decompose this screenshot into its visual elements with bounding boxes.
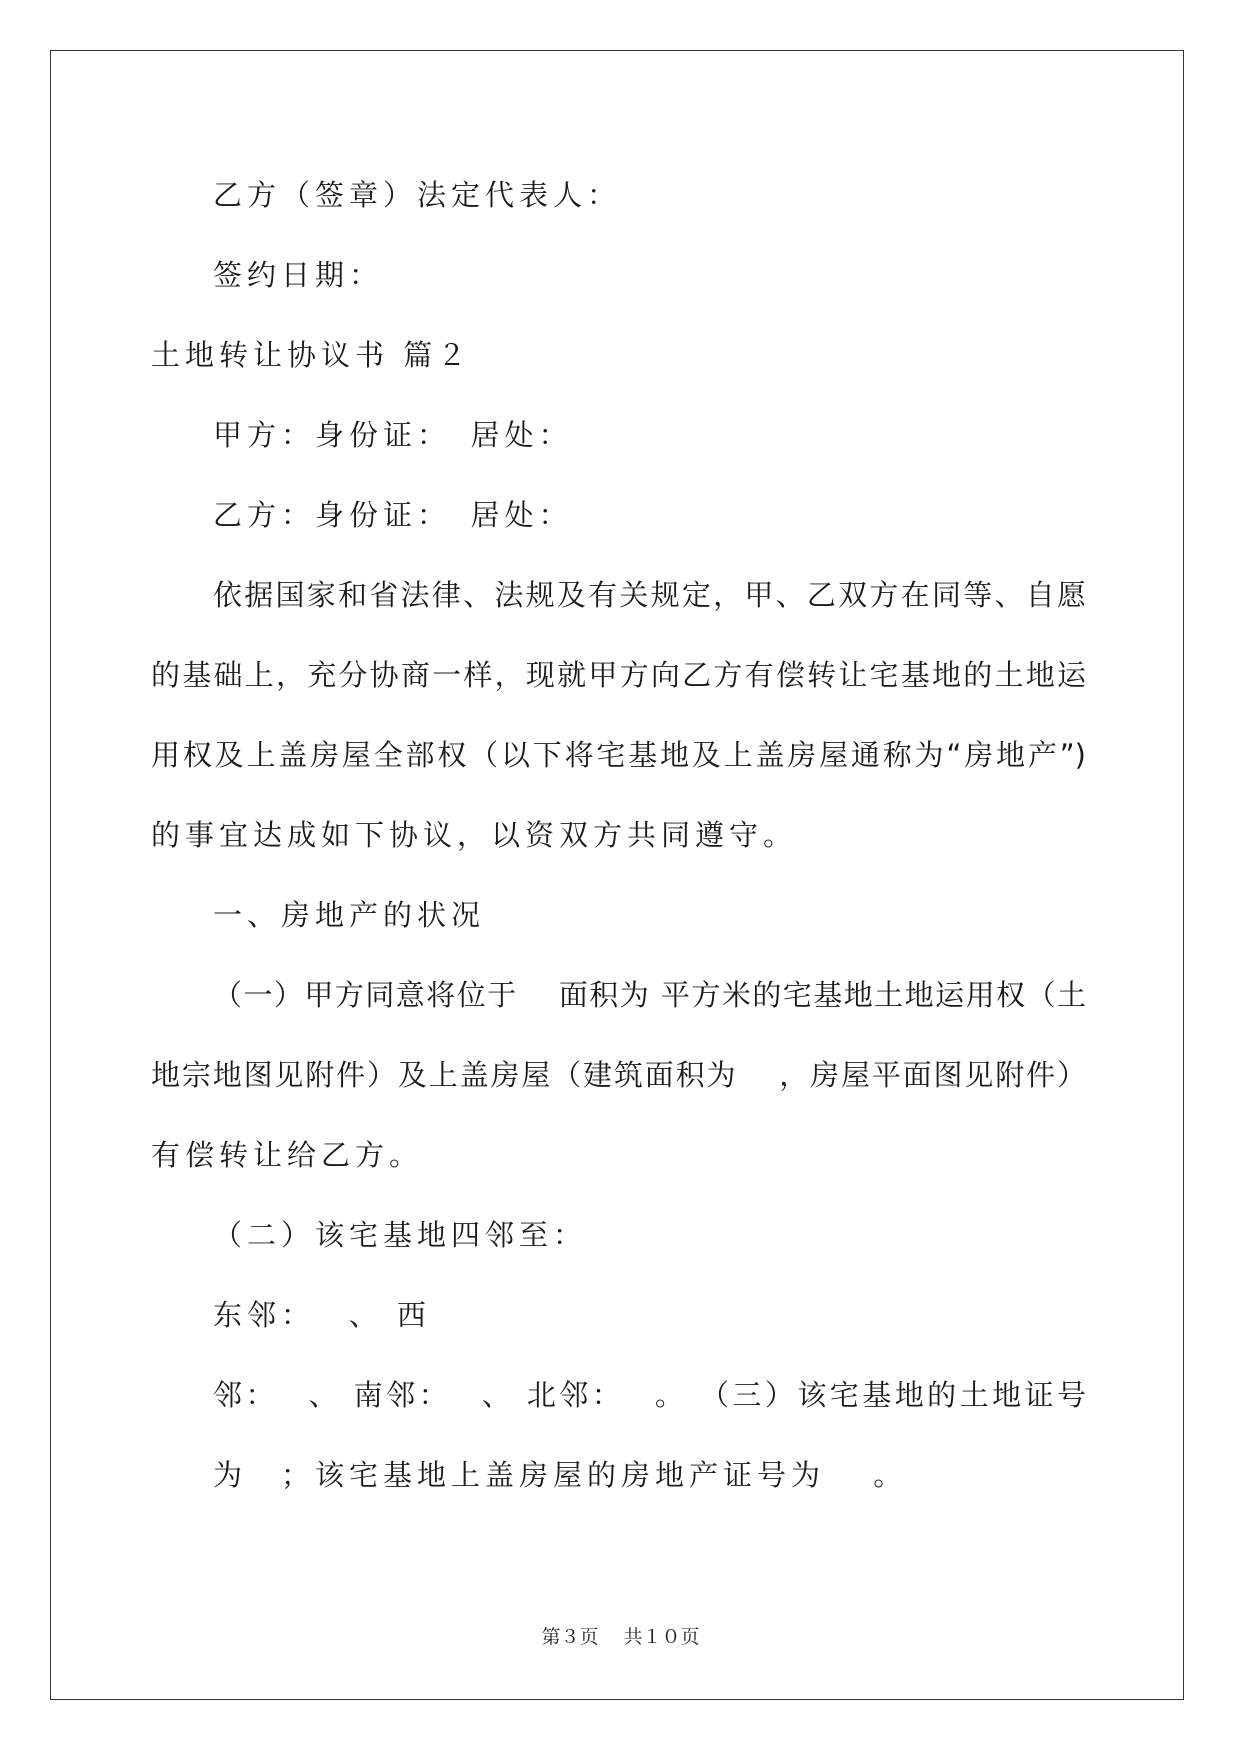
paragraph-line: 用权及上盖房屋全部权（以下将宅基地及上盖房屋通称为“房地产”) [151,738,1086,772]
clause-line: 东邻： 、 西 [213,1298,431,1332]
paragraph-line: 地宗地图见附件）及上盖房屋（建筑面积为 ，房屋平面图见附件） [151,1058,1086,1092]
subsection-heading: 一、房地产的状况 [213,898,486,932]
page-number-footer: 第３页 共１０页 [541,1626,700,1648]
paragraph-line: 有偿转让给乙方。 [151,1138,424,1172]
page-frame [50,50,1184,1700]
paragraph-line: 的基础上，充分协商一样，现就甲方向乙方有偿转让宅基地的土地运 [151,658,1086,692]
section-heading: 土地转让协议书 篇２ [151,338,472,372]
paragraph-line: （一）甲方同意将位于 面积为 平方米的宅基地土地运用权（土 [213,978,1086,1012]
signing-date-line: 签约日期： [213,258,384,292]
clause-line: 邻： 、 南邻： 、 北邻： 。 （三）该宅基地的土地证号 [213,1378,1086,1412]
clause-line: 为 ；该宅基地上盖房屋的房地产证号为 。 [213,1458,908,1492]
clause-line: （二）该宅基地四邻至： [213,1218,588,1252]
signature-line-party-b: 乙方（签章）法定代表人： [213,178,622,212]
party-a-line: 甲方：身份证： 居处： [213,418,573,452]
paragraph-line: 的事宜达成如下协议，以资双方共同遵守。 [151,818,798,852]
paragraph-line: 依据国家和省法律、法规及有关规定，甲、乙双方在同等、自愿 [213,578,1086,612]
party-b-line: 乙方：身份证： 居处： [213,498,573,532]
